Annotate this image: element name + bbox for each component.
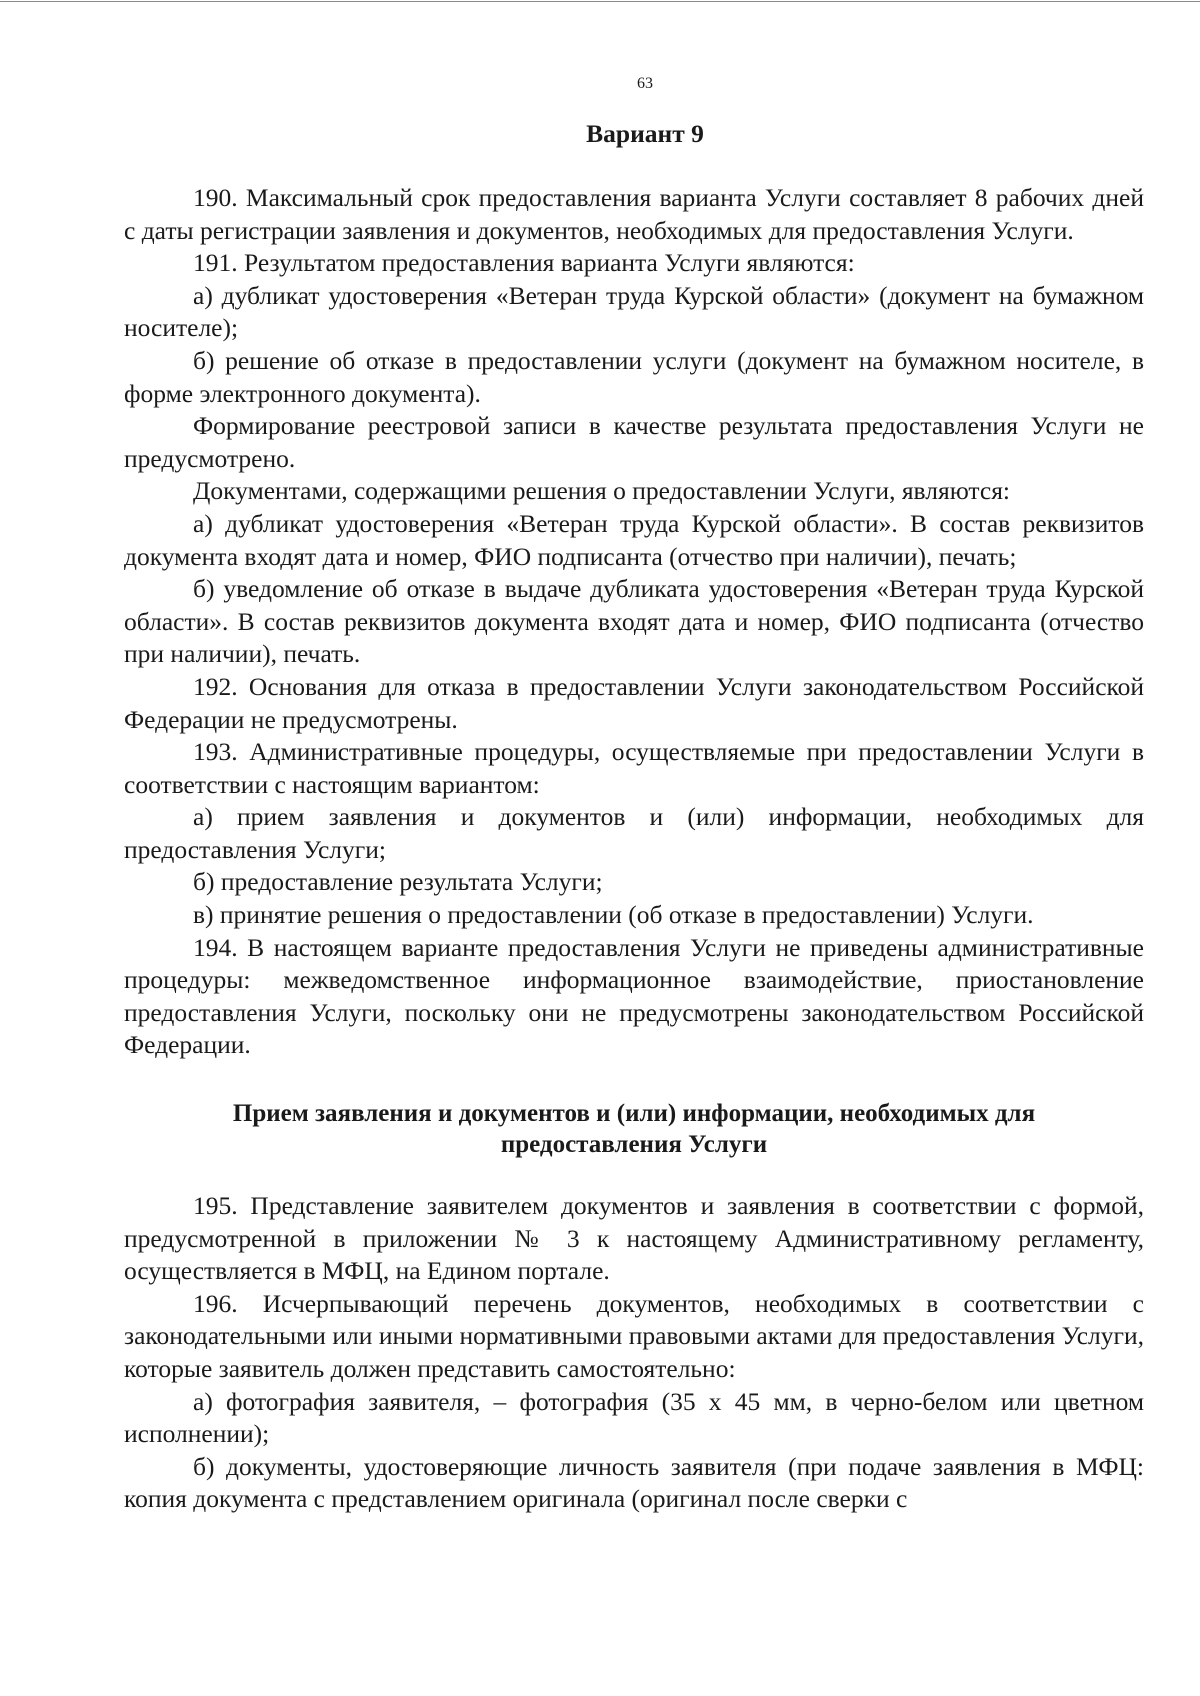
paragraph-registry-record: Формирование реестровой записи в качестве результата предоставления Услуги не предусмотрено.	[124, 411, 1144, 473]
paragraph-193-c: в) принятие решения о предоставлении (об отказе в предоставлении) Услуги.	[193, 900, 1034, 930]
paragraph-190: 190. Максимальный срок предоставления варианта Услуги составляет 8 рабочих дней с даты регистрации заявления и документов, необходимых для предоставления Услуги.	[124, 183, 1144, 245]
section-title-line-2: предоставления Услуги	[500, 1131, 768, 1159]
paragraph-191-b: б) решение об отказе в предоставлении услуги (документ на бумажном носителе, в форме электронного документа).	[124, 345, 1144, 408]
paragraph-decision-b: б) уведомление об отказе в выдаче дубликата удостоверения «Ветеран труда Курской области». В состав реквизитов документа входят дата и номер, ФИО подписанта (отчество при наличии), печать.	[124, 574, 1144, 669]
paragraph-193-a: а) прием заявления и документов и (или) информации, необходимых для предоставления Услуги;	[124, 802, 1144, 864]
page-number: 63	[637, 75, 653, 92]
paragraph-196-a: а) фотография заявителя, – фотография (35 х 45 мм, в черно-белом или цветном исполнении);	[124, 1386, 1144, 1449]
section-title-line-1: Прием заявления и документов и (или) информации, необходимых для	[232, 1100, 1036, 1128]
paragraph-decision-documents: Документами, содержащими решения о предоставлении Услуги, являются:	[193, 476, 1011, 506]
paragraph-193: 193. Административные процедуры, осуществляемые при предоставлении Услуги в соответствии с настоящим вариантом:	[124, 737, 1144, 799]
paragraph-191: 191. Результатом предоставления варианта Услуги являются:	[193, 248, 855, 278]
paragraph-194: 194. В настоящем варианте предоставления Услуги не приведены административные процедуры: межведомственное информационное взаимодействие, приостановление предоставления Услуги, поскольку они не предусмотрены законодательством Российской Федерации.	[124, 932, 1144, 1060]
paragraph-191-a: а) дубликат удостоверения «Ветеран труда Курской области» (документ на бумажном носителе);	[124, 280, 1144, 343]
paragraph-196: 196. Исчерпывающий перечень документов, необходимых в соответствии с законодательными или иными нормативными правовыми актами для предоставления Услуги, которые заявитель должен представить самостоятельно:	[124, 1288, 1144, 1383]
paragraph-195: 195. Представление заявителем документов и заявления в соответствии с формой, предусмотренной в приложении № 3 к настоящему Административному регламенту, осуществляется в МФЦ, на Едином портале.	[124, 1191, 1144, 1286]
variant-title: Вариант 9	[586, 119, 704, 148]
paragraph-193-b: б) предоставление результата Услуги;	[193, 867, 603, 897]
paragraph-196-b: б) документы, удостоверяющие личность заявителя (при подаче заявления в МФЦ: копия документа с представлением оригинала (оригинал после сверки с	[124, 1451, 1144, 1514]
section-title	[124, 1098, 1144, 1160]
scan-top-border	[0, 1, 1200, 2]
paragraph-192: 192. Основания для отказа в предоставлении Услуги законодательством Российской Федерации не предусмотрены.	[124, 671, 1144, 734]
paragraph-decision-a: а) дубликат удостоверения «Ветеран труда Курской области». В состав реквизитов документа входят дата и номер, ФИО подписанта (отчество при наличии), печать;	[124, 508, 1144, 571]
document-page	[124, 74, 1144, 1516]
